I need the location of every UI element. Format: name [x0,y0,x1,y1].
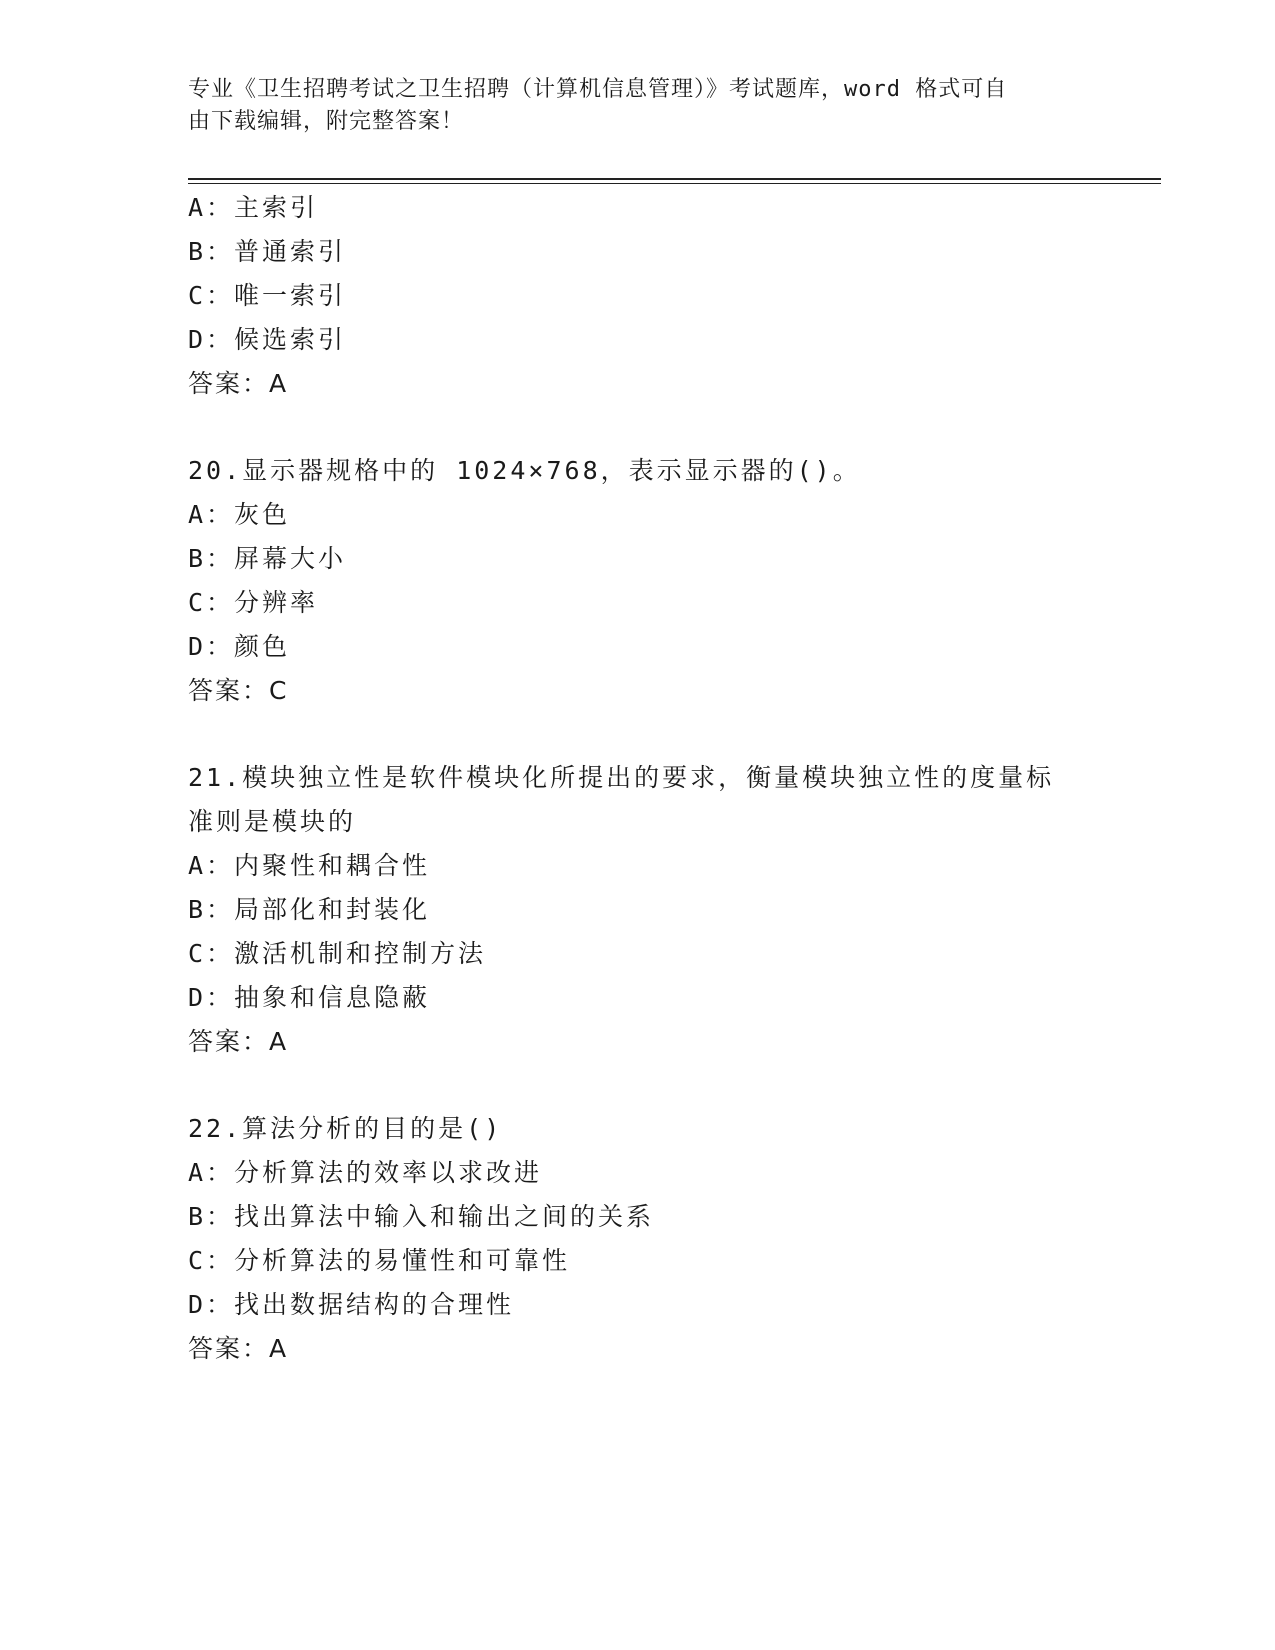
q22-question: 22.算法分析的目的是() [188,1114,503,1143]
q19-option-c: C：唯一索引 [188,281,347,310]
q20-option-a: A：灰色 [188,500,291,529]
q22-option-d: D：找出数据结构的合理性 [188,1290,515,1319]
q21-option-a: A：内聚性和耦合性 [188,851,431,880]
q20-option-d: D：颜色 [188,632,291,661]
q19-option-b: B：普通索引 [188,237,347,266]
q21-answer: 答案：A [188,1027,289,1056]
q19-option-d: D：候选索引 [188,325,347,354]
q22-option-a: A：分析算法的效率以求改进 [188,1158,543,1187]
q19-answer: 答案：A [188,369,289,398]
header-line-2: 由下载编辑，附完整答案！ [188,109,465,134]
q20-option-c: C：分辨率 [188,588,319,617]
q21-question-line-1: 21.模块独立性是软件模块化所提出的要求，衡量模块独立性的度量标 [188,763,1055,792]
q21-option-b: B：局部化和封装化 [188,895,431,924]
q21-option-d: D：抽象和信息隐蔽 [188,983,431,1012]
q21-question-line-2: 准则是模块的 [188,807,357,836]
q22-option-b: B：找出算法中输入和输出之间的关系 [188,1202,655,1231]
q20-answer: 答案：C [188,676,289,705]
q21-option-c: C：激活机制和控制方法 [188,939,487,968]
q19-option-a: A：主索引 [188,193,319,222]
q22-option-c: C：分析算法的易懂性和可靠性 [188,1246,571,1275]
q22-answer: 答案：A [188,1334,289,1363]
q20-question: 20.显示器规格中的 1024×768，表示显示器的()。 [188,456,861,485]
q20-option-b: B：屏幕大小 [188,544,347,573]
header-divider-thin [188,183,1161,184]
header-line-1: 专业《卫生招聘考试之卫生招聘（计算机信息管理）》考试题库，word 格式可自 [188,77,1008,102]
document-header [188,74,1088,138]
header-divider [188,178,1161,180]
